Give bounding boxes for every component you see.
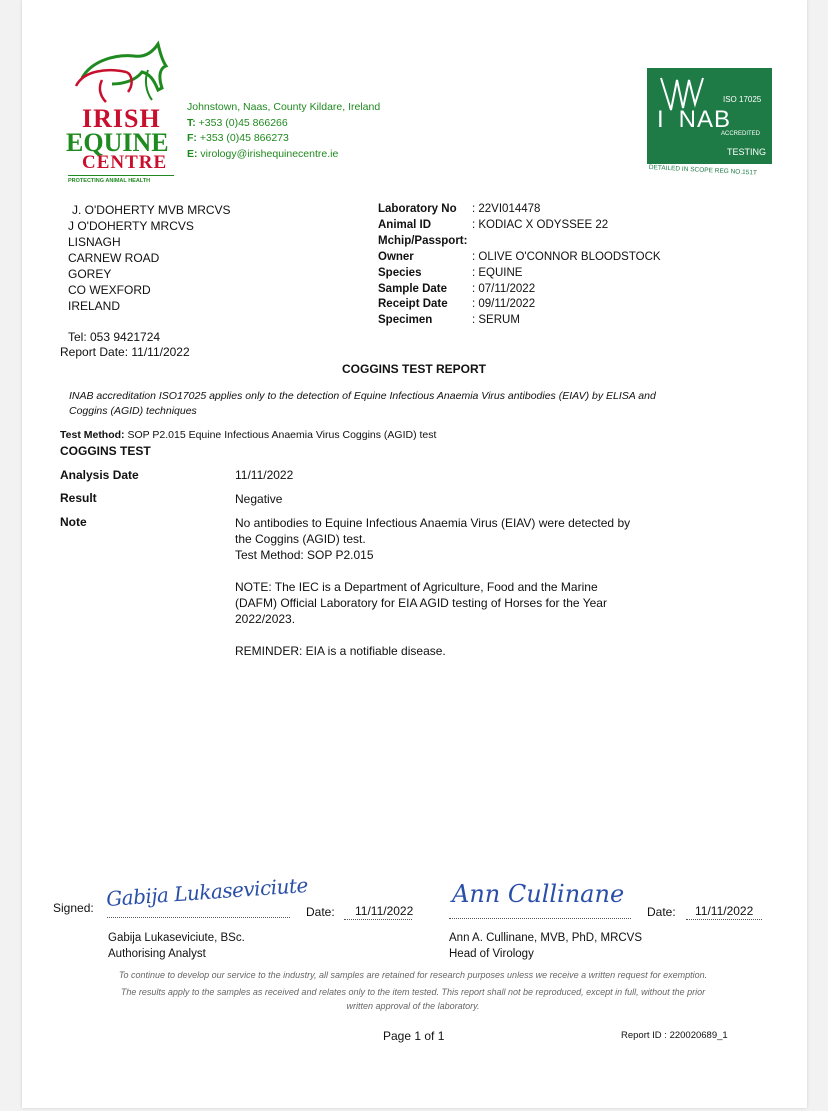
- date-line-2: [686, 919, 762, 920]
- recipient-tel: Tel: 053 9421724: [68, 330, 161, 344]
- inab-testing: TESTING: [727, 147, 767, 157]
- recipient-line: J. O'DOHERTY MVB MRCVS: [72, 203, 231, 217]
- recipient-line: J O'DOHERTY MRCVS: [68, 219, 194, 233]
- contact-block: [187, 100, 380, 162]
- signatory-1-role: Authorising Analyst: [108, 948, 206, 960]
- address-line: Johnstown, Naas, County Kildare, Ireland: [187, 101, 381, 113]
- section-heading: COGGINS TEST: [60, 444, 151, 458]
- note-label: Note: [60, 515, 87, 529]
- result-value: Negative: [235, 492, 283, 506]
- accreditation-note: INAB accreditation ISO17025 applies only to the detection of Equine Infectious Anaemia Virus antibodies (EIAV) by ELISA and Coggins (AGID) techniques: [69, 390, 656, 417]
- inab-scope: DETAILED IN SCOPE REG NO.151T: [648, 164, 758, 177]
- signatory-2: [449, 930, 642, 962]
- signature-1: Gabija Lukaseviciute: [105, 872, 309, 912]
- recipient-line: LISNAGH: [68, 235, 121, 249]
- date-label-2: Date:: [647, 905, 676, 919]
- report-date: Report Date: 11/11/2022: [60, 345, 190, 359]
- signatory-2-name: Ann A. Cullinane, MVB, PhD, MRCVS: [449, 932, 643, 944]
- recipient-block: [68, 202, 231, 314]
- recipient-line: IRELAND: [68, 299, 121, 313]
- signed-label: Signed:: [53, 901, 94, 915]
- note-text: No antibodies to Equine Infectious Anaemia Virus (EIAV) were detected by the Coggins (AGID) test. Test Method: SOP P2.015 NOTE: The IEC is a Department of Agriculture, Food and the Marine (DAFM) Official Laboratory for EIA AGID testing of Horses for the Year 2022/2023. REMINDER: EIA is a notifiable disease.: [235, 516, 631, 658]
- signature-line-1: [107, 917, 290, 918]
- inab-brand: I NAB: [657, 106, 732, 133]
- logo-word-equine: EQUINE: [66, 128, 169, 157]
- signatory-2-role: Head of Virology: [449, 948, 534, 960]
- recipient-line: CO WEXFORD: [68, 283, 151, 297]
- analysis-date-value: 11/11/2022: [235, 468, 294, 482]
- logo-word-irish: IRISH: [82, 104, 161, 133]
- recipient-line: GOREY: [68, 267, 112, 281]
- logo-word-centre: CENTRE: [82, 152, 168, 173]
- email-line: E: virology@irishequinecentre.ie: [187, 147, 339, 160]
- date-value-2: 11/11/2022: [695, 904, 754, 918]
- iec-logo: [62, 40, 180, 190]
- recipient-line: CARNEW ROAD: [68, 251, 160, 265]
- report-id: Report ID : 220020689_1: [621, 1030, 728, 1041]
- inab-logo: [647, 68, 773, 176]
- report-title: COGGINS TEST REPORT: [341, 362, 486, 376]
- phone-line: T: +353 (0)45 866266: [187, 116, 288, 129]
- disclaimer: To continue to develop our service to the industry, all samples are retained for research purposes unless we receive a written request for exemption. The results apply to the samples as received and relates only to the item tested. This report shall not be reproduced, except in full, without the prior written approval of the laboratory.: [118, 970, 708, 1011]
- date-label-1: Date:: [306, 905, 335, 919]
- fax-line: F: +353 (0)45 866273: [187, 132, 289, 144]
- logo-tagline: PROTECTING ANIMAL HEALTH: [68, 178, 151, 184]
- signatory-1: [108, 930, 245, 962]
- inab-iso: ISO 17025: [723, 95, 762, 104]
- test-method: Test Method: SOP P2.015 Equine Infectious Anaemia Virus Coggins (AGID) test: [60, 429, 437, 441]
- page-number: Page 1 of 1: [383, 1029, 445, 1043]
- signatory-1-name: Gabija Lukaseviciute, BSc.: [108, 932, 245, 944]
- signature-2: Ann Cullinane: [452, 880, 625, 908]
- result-label: Result: [60, 491, 97, 505]
- analysis-date-label: Analysis Date: [60, 468, 139, 482]
- signature-line-2: [449, 918, 631, 919]
- horse-logo-icon: [62, 40, 180, 110]
- inab-accredited: ACCREDITED: [721, 131, 761, 137]
- date-line-1: [344, 919, 412, 920]
- date-value-1: 11/11/2022: [355, 904, 414, 918]
